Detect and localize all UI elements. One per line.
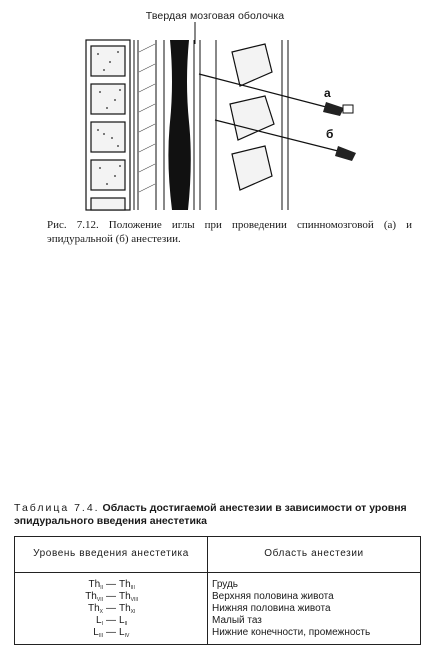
figure-top-label: Твердая мозговая оболочка xyxy=(145,10,285,22)
needle-b-label: б xyxy=(326,127,334,141)
needle-a-label: а xyxy=(324,86,331,100)
spine-needle-illustration xyxy=(60,22,360,212)
level-cell: $Th_X$ — $Th_{XI}$ xyxy=(87,603,136,615)
level-column xyxy=(75,579,195,639)
anesthesia-table xyxy=(14,536,421,645)
area-column xyxy=(212,579,370,639)
table-title-prefix: Таблица 7.4. xyxy=(14,502,100,514)
level-cell: $Th_{II}$ — $Th_{III}$ xyxy=(88,579,135,591)
area-cell: Грудь xyxy=(212,579,239,590)
level-cell: $L_I$ — $L_{II}$ xyxy=(96,615,128,627)
level-cell: $Th_{VII}$ — $Th_{VIII}$ xyxy=(85,591,139,603)
level-cell: $L_{III}$ — $L_{IV}$ xyxy=(93,627,130,639)
area-cell: Верхняя половина живота xyxy=(212,591,334,602)
area-cell: Нижние конечности, промежность xyxy=(212,627,371,638)
table-title-text: Область достигаемой анестезии в зависимости от уровня эпидурального введения анестетика xyxy=(14,502,407,527)
area-cell: Малый таз xyxy=(212,615,262,626)
area-cell: Нижняя половина живота xyxy=(212,603,331,614)
col1-header: Уровень введения анестетика xyxy=(33,548,189,559)
figure-caption: Рис. 7.12. Положение иглы при проведении спинномозговой (а) и эпидуральной (б) анестезии. xyxy=(47,219,412,245)
table-title xyxy=(14,502,424,528)
col2-header: Область анестезии xyxy=(264,548,364,559)
